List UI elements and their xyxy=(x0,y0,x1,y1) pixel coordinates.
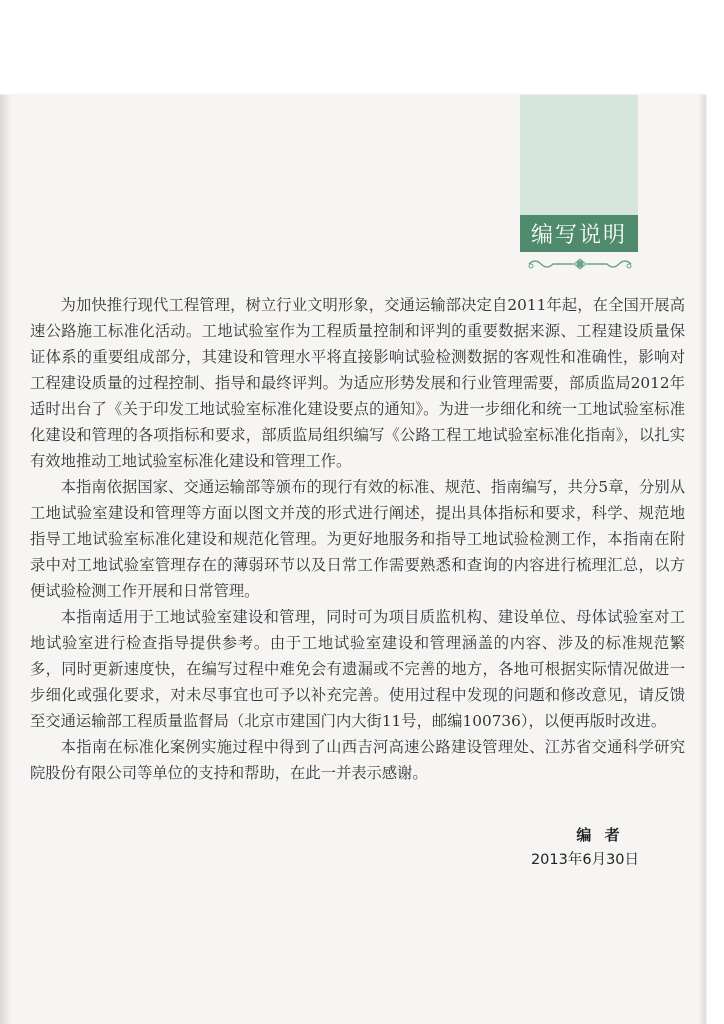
page-gutter-shadow xyxy=(0,95,12,1024)
publication-date: 2013年6月30日 xyxy=(530,852,640,868)
page-title: 编写说明 xyxy=(530,223,627,248)
page-right-edge xyxy=(698,95,706,1024)
author-signature: 编 者 xyxy=(576,826,624,844)
heading-box xyxy=(520,215,638,252)
header-color-band xyxy=(520,95,638,215)
paragraph-3: 本指南适用于工地试验室建设和管理，同时可为项目质监机构、建设单位、母体试验室对工地试验室进行检查指导提供参考。由于工地试验室建设和管理涵盖的内容、涉及的标准规范繁多，同时更新速度快，在编写过程中难免会有遗漏或不完善的地方，各地可根据实际情况做进一步细化或强化要求，对未尽事宜也可予以补充完善。使用过程中发现的问题和修改意见，请反馈至交通运输部工程质量监督局（北京市建国门内大街11号，邮编100736），以便再版时改进。 xyxy=(30,608,685,730)
preface-body xyxy=(30,292,685,786)
paragraph-1: 为加快推行现代工程管理，树立行业文明形象，交通运输部决定自2011年起，在全国开展高速公路施工标准化活动。工地试验室作为工程质量控制和评判的重要数据来源、工程建设质量保证体系的重要组成部分，其建设和管理水平将直接影响试验检测数据的客观性和准确性，影响对工程建设质量的过程控制、指导和最终评判。为适应形势发展和行业管理需要，部质监局2012年适时出台了《关于印发工地试验室标准化建设要点的通知》。为进一步细化和统一工地试验室标准化建设和管理的各项指标和要求，部质监局组织编写《公路工程工地试验室标准化指南》，以扎实有效地推动工地试验室标准化建设和管理工作。 xyxy=(30,296,685,470)
ornament-divider-icon xyxy=(525,254,635,274)
paragraph-2: 本指南依据国家、交通运输部等颁布的现行有效的标准、规范、指南编写，共分5章，分别从工地试验室建设和管理等方面以图文并茂的形式进行阐述，提出具体指标和要求，科学、规范地指导工地试验室标准化建设和规范化管理。为更好地服务和指导工地试验检测工作，本指南在附录中对工地试验室管理存在的薄弱环节以及日常工作需要熟悉和查询的内容进行梳理汇总，以方便试验检测工作开展和日常管理。 xyxy=(30,478,685,600)
paragraph-4: 本指南在标准化案例实施过程中得到了山西吉河高速公路建设管理处、江苏省交通科学研究院股份有限公司等单位的支持和帮助，在此一并表示感谢。 xyxy=(30,738,685,782)
